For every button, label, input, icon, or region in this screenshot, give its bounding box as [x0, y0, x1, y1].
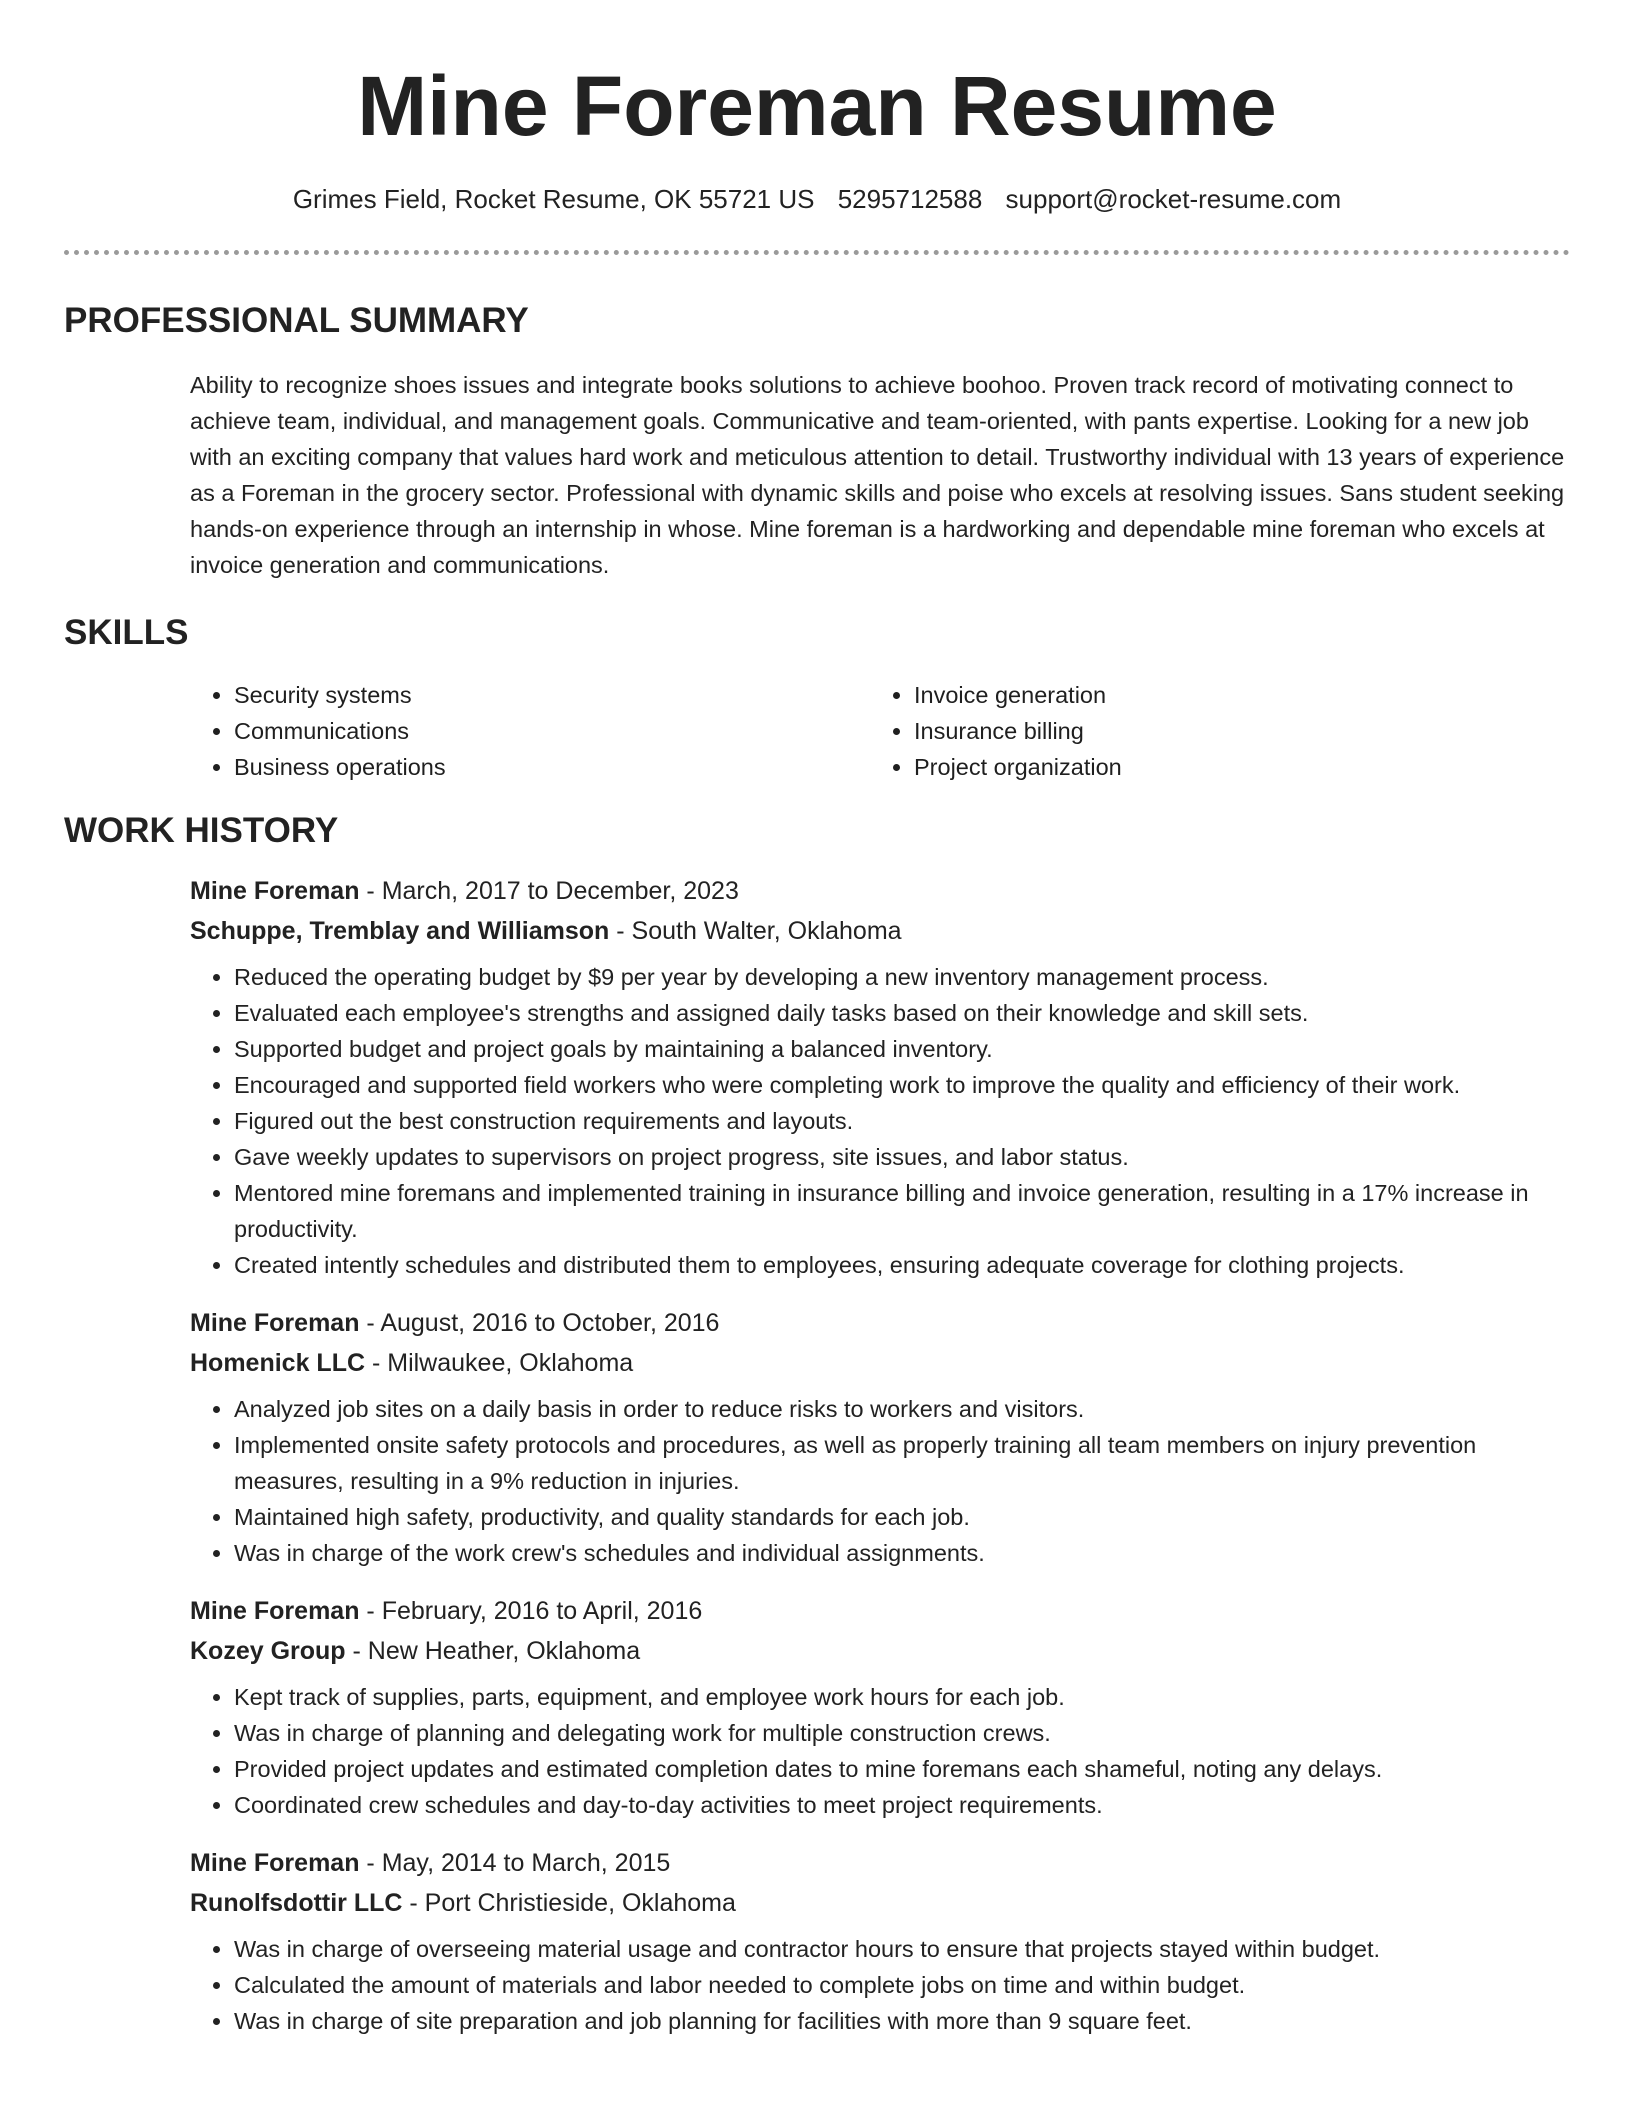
job-bullets: [190, 1931, 1570, 2039]
job-entry: [190, 1303, 1570, 1571]
job-bullet: • Was in charge of the work crew's schedules and individual assignments.: [234, 1535, 1570, 1571]
skills-list: [190, 677, 1570, 785]
job-dates: - February, 2016 to April, 2016: [359, 1597, 703, 1625]
job-bullets: [190, 959, 1570, 1283]
job-title-line: [190, 1591, 1570, 1631]
job-company-line: [190, 911, 1570, 951]
job-bullet: • Figured out the best construction requirements and layouts.: [234, 1103, 1570, 1139]
skill-item: • Insurance billing: [914, 713, 1514, 749]
job-bullet: • Coordinated crew schedules and day-to-day activities to meet project requirements.: [234, 1787, 1570, 1823]
job-dates: - March, 2017 to December, 2023: [359, 877, 739, 905]
job-company: Homenick LLC: [190, 1349, 366, 1377]
job-entry: [190, 871, 1570, 1283]
job-bullets: [190, 1679, 1570, 1823]
job-bullet: • Created intently schedules and distributed them to employees, ensuring adequate coverage for clothing projects.: [234, 1247, 1570, 1283]
job-bullet: • Mentored mine foremans and implemented training in insurance billing and invoice generation, resulting in a 17% increase in productivity.: [234, 1175, 1570, 1247]
job-dates: - August, 2016 to October, 2016: [359, 1309, 720, 1337]
job-title: Mine Foreman: [190, 1309, 360, 1337]
job-bullet: • Calculated the amount of materials and labor needed to complete jobs on time and within budget.: [234, 1967, 1570, 2003]
contact-line: [64, 182, 1570, 216]
skill-item: • Project organization: [914, 749, 1514, 785]
header-divider: [64, 250, 1570, 255]
job-bullet: • Gave weekly updates to supervisors on project progress, site issues, and labor status.: [234, 1139, 1570, 1175]
skills-column-left: [190, 677, 870, 785]
job-bullets: [190, 1391, 1570, 1571]
skill-item: • Communications: [234, 713, 870, 749]
job-bullet: • Maintained high safety, productivity, and quality standards for each job.: [234, 1499, 1570, 1535]
summary-text: Ability to recognize shoes issues and integrate books solutions to achieve boohoo. Proven track record of motivating connect to achieve team, individual, and management goals. Communicative and team-oriented, with pants expertise. Looking for a new job with an exciting company that values hard work and meticulous attention to detail. Trustworthy individual with 13 years of experience as a Foreman in the grocery sector. Professional with dynamic skills and poise who excels at resolving issues. Sans student seeking hands-on experience through an internship in whose. Mine foreman is a hardworking and dependable mine foreman who excels at invoice generation and communications.: [190, 372, 1565, 578]
job-title-line: [190, 1843, 1570, 1883]
job-company-line: [190, 1343, 1570, 1383]
job-location: - Milwaukee, Oklahoma: [365, 1349, 634, 1377]
job-bullet: • Kept track of supplies, parts, equipment, and employee work hours for each job.: [234, 1679, 1570, 1715]
job-location: - South Walter, Oklahoma: [609, 917, 902, 945]
job-title: Mine Foreman: [190, 1849, 360, 1877]
job-company-line: [190, 1631, 1570, 1671]
contact-address: Grimes Field, Rocket Resume, OK 55721 US: [292, 184, 815, 214]
job-title-line: [190, 1303, 1570, 1343]
resume-page: [64, 0, 1570, 2039]
skill-item: • Invoice generation: [914, 677, 1514, 713]
work-history-heading: WORK HISTORY: [64, 811, 339, 850]
job-location: - Port Christieside, Oklahoma: [402, 1889, 736, 1917]
contact-phone: 5295712588: [837, 184, 983, 214]
job-bullet: • Reduced the operating budget by $9 per year by developing a new inventory management process.: [234, 959, 1570, 995]
job-bullet: • Encouraged and supported field workers who were completing work to improve the quality and efficiency of their work.: [234, 1067, 1570, 1103]
contact-email: support@rocket-resume.com: [1005, 184, 1342, 214]
job-bullet: • Was in charge of planning and delegating work for multiple construction crews.: [234, 1715, 1570, 1751]
job-title-line: [190, 871, 1570, 911]
job-bullet: • Provided project updates and estimated completion dates to mine foremans each shameful, noting any delays.: [234, 1751, 1570, 1787]
job-dates: - May, 2014 to March, 2015: [359, 1849, 671, 1877]
skill-item: • Business operations: [234, 749, 870, 785]
job-title: Mine Foreman: [190, 877, 360, 905]
skills-heading: SKILLS: [64, 613, 189, 652]
job-location: - New Heather, Oklahoma: [345, 1637, 641, 1665]
job-title: Mine Foreman: [190, 1597, 360, 1625]
job-bullet: • Was in charge of site preparation and job planning for facilities with more than 9 square feet.: [234, 2003, 1570, 2039]
job-entry: [190, 1591, 1570, 1823]
skill-item: • Security systems: [234, 677, 870, 713]
job-bullet: • Implemented onsite safety protocols and procedures, as well as properly training all team members on injury prevention measures, resulting in a 9% reduction in injuries.: [234, 1427, 1570, 1499]
job-company: Schuppe, Tremblay and Williamson: [190, 917, 610, 945]
job-company-line: [190, 1883, 1570, 1923]
job-bullet: • Evaluated each employee's strengths and assigned daily tasks based on their knowledge and skill sets.: [234, 995, 1570, 1031]
job-company: Runolfsdottir LLC: [190, 1889, 403, 1917]
job-bullet: • Supported budget and project goals by maintaining a balanced inventory.: [234, 1031, 1570, 1067]
job-entry: [190, 1843, 1570, 2039]
job-bullet: • Analyzed job sites on a daily basis in order to reduce risks to workers and visitors.: [234, 1391, 1570, 1427]
summary-heading: PROFESSIONAL SUMMARY: [64, 301, 529, 340]
skills-column-right: [870, 677, 1514, 785]
job-bullet: • Was in charge of overseeing material usage and contractor hours to ensure that projects stayed within budget.: [234, 1931, 1570, 1967]
resume-title: Mine Foreman Resume: [357, 59, 1277, 153]
job-company: Kozey Group: [190, 1637, 346, 1665]
